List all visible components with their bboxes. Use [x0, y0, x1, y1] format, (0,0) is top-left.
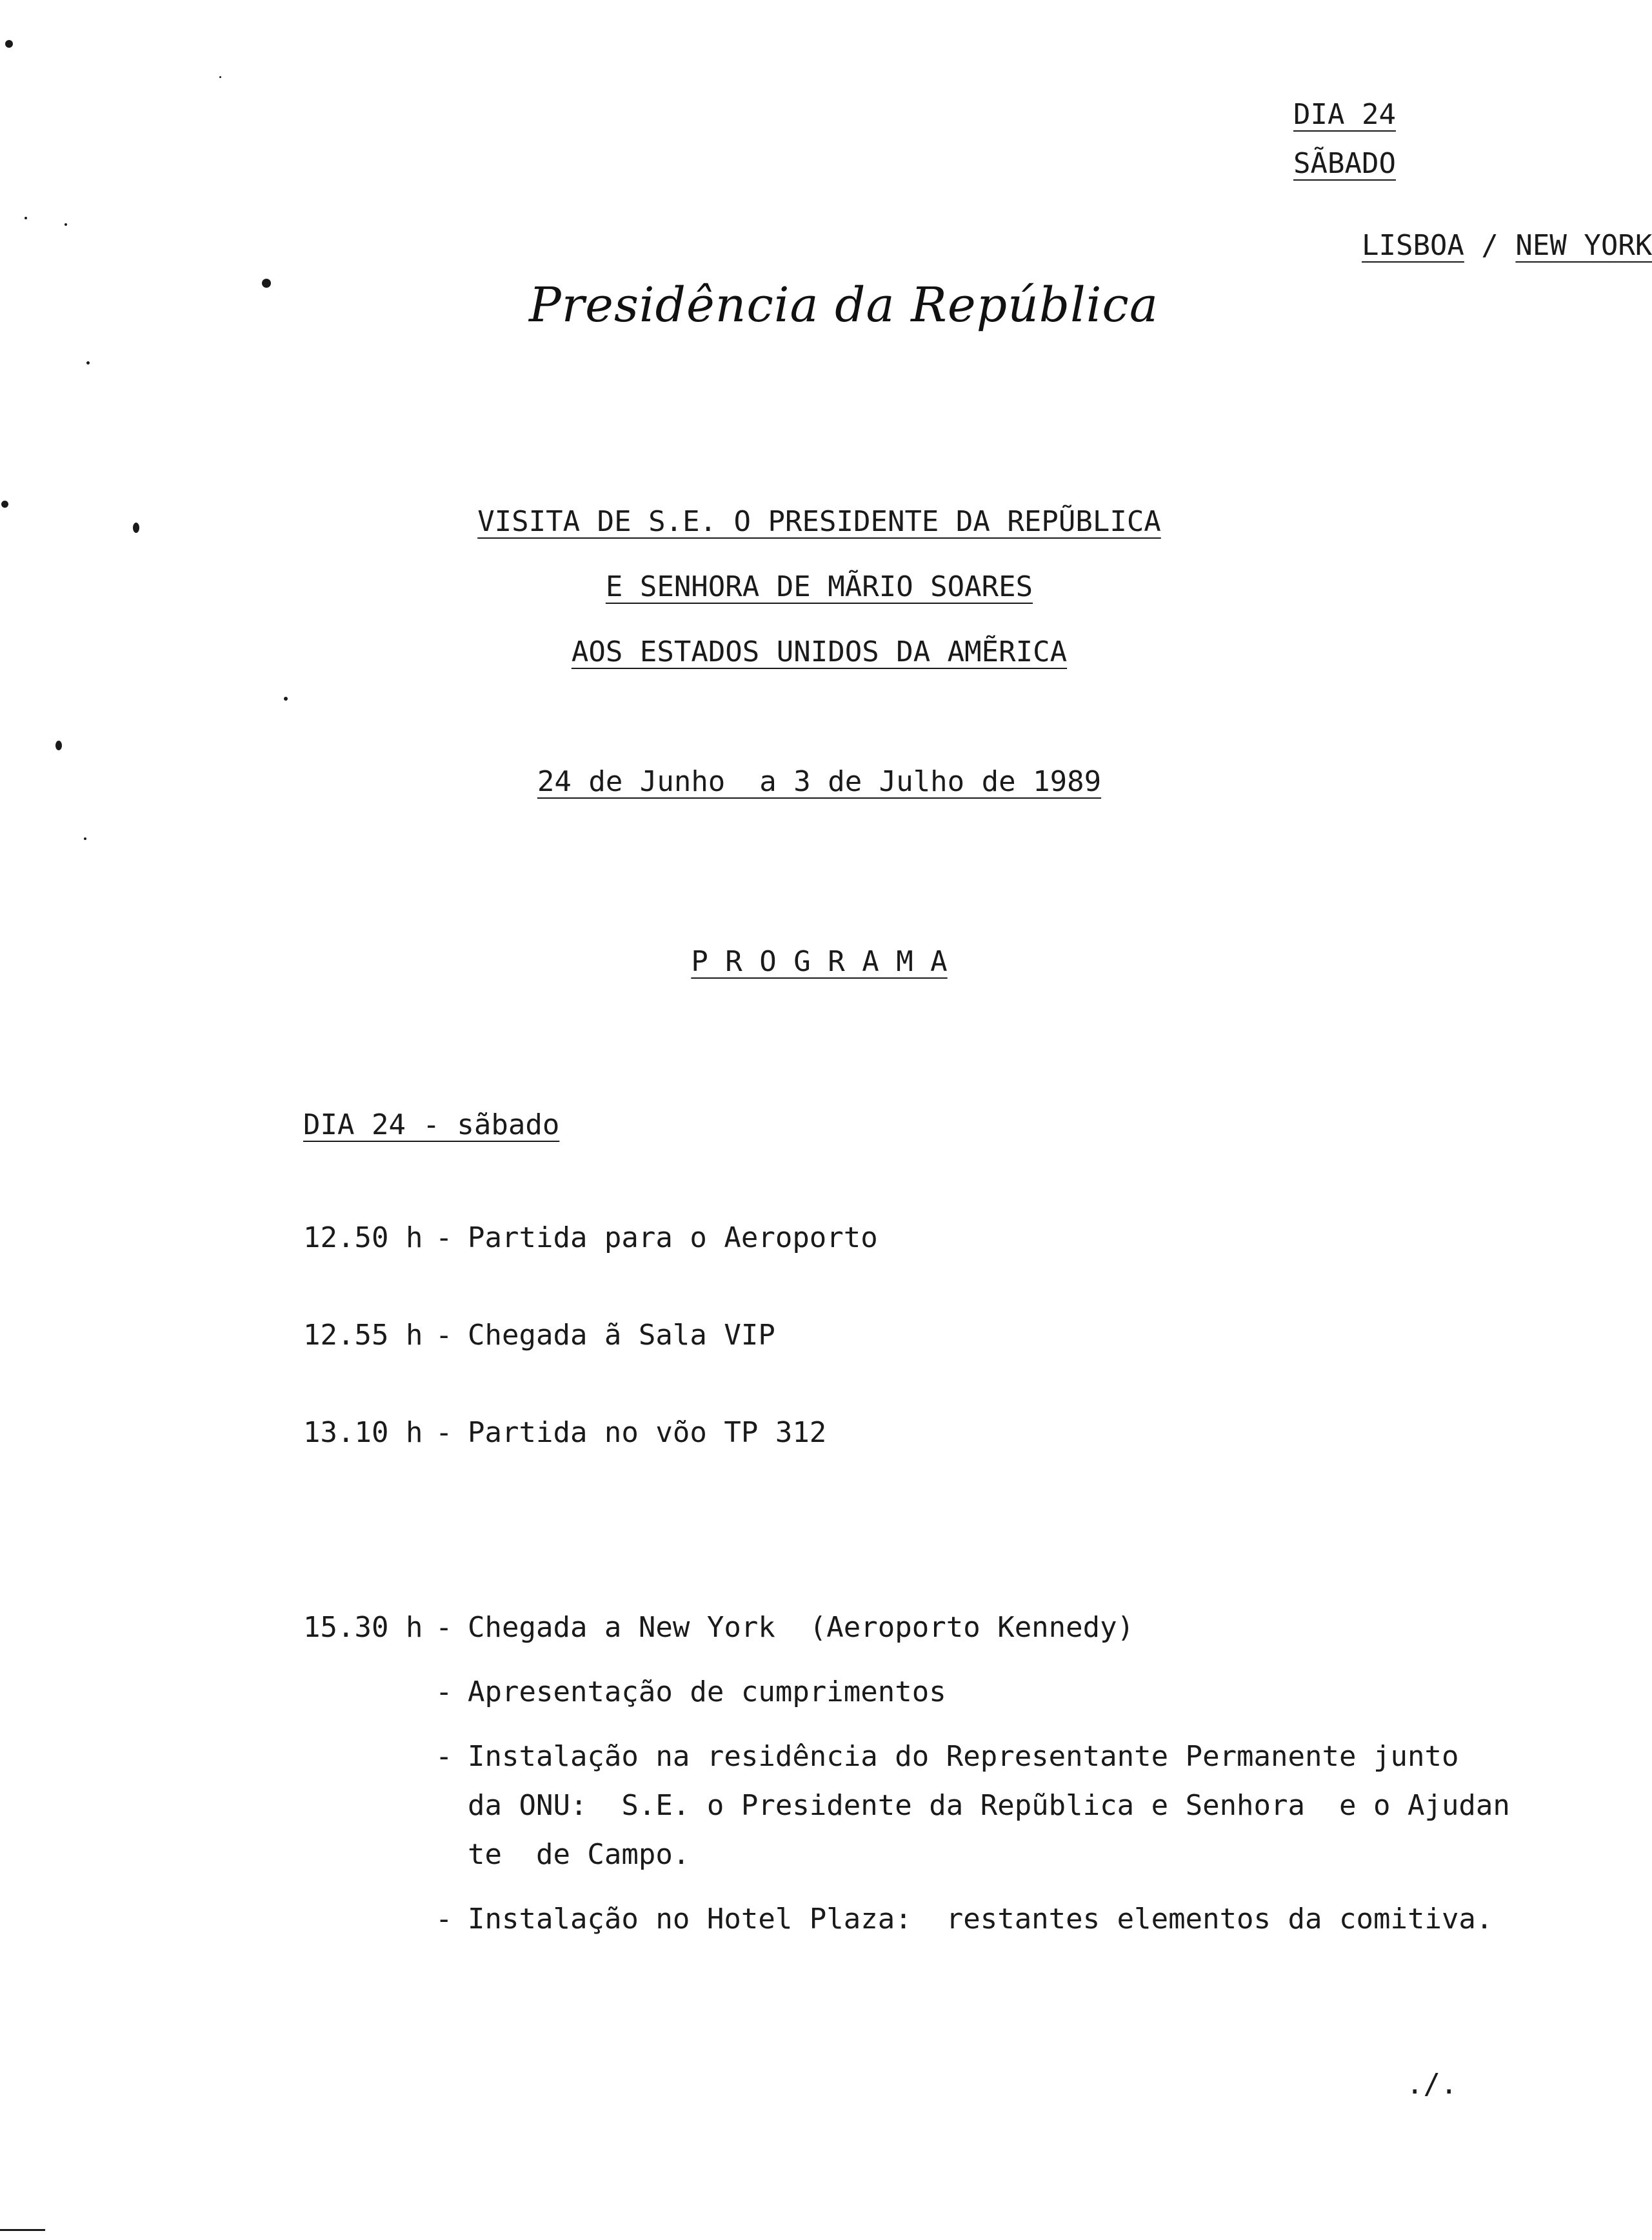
schedule-time: 12.50 h	[303, 1221, 423, 1254]
scan-speck	[55, 741, 62, 750]
scan-speck	[219, 76, 221, 78]
scan-speck	[0, 2229, 45, 2231]
sub-item-line: Instalação na residência do Representante Permanente junto	[468, 1740, 1459, 1773]
schedule-dash: -	[435, 1611, 453, 1644]
scan-speck	[25, 217, 27, 219]
sub-item-dash: -	[435, 1903, 453, 1935]
schedule-dash: -	[435, 1221, 453, 1254]
continuation-mark: ./.	[1406, 2068, 1458, 2101]
heading-line-3: AOS ESTADOS UNIDOS DA AMẼRICA	[571, 635, 1068, 668]
corner-day: DIA 24	[1293, 98, 1396, 131]
sub-item-dash: -	[435, 1675, 453, 1708]
sub-item-line: te de Campo.	[468, 1838, 690, 1871]
scan-speck	[86, 361, 90, 365]
sub-item-line: da ONU: S.E. o Presidente da Repũblica e Senhora e o Ajudan	[468, 1789, 1510, 1822]
route-origin: LISBOA	[1361, 229, 1464, 262]
schedule-dash: -	[435, 1416, 453, 1449]
heading-dates: 24 de Junho a 3 de Julho de 1989	[537, 765, 1102, 798]
schedule-time: 15.30 h	[303, 1611, 423, 1644]
scan-speck	[284, 697, 288, 701]
corner-route	[1293, 196, 1652, 295]
schedule-text: Partida no võo TP 312	[468, 1416, 827, 1449]
letterhead-presidencia: Presidência da República	[529, 277, 1159, 333]
schedule-text: Partida para o Aeroporto	[468, 1221, 878, 1254]
schedule-text: Chegada a New York (Aeroporto Kennedy)	[468, 1611, 1135, 1644]
scan-speck	[262, 279, 271, 288]
schedule-text: Chegada ã Sala VIP	[468, 1319, 775, 1352]
sub-item-dash: -	[435, 1740, 453, 1773]
scan-speck	[5, 40, 13, 48]
sub-item-line: Instalação no Hotel Plaza: restantes elementos da comitiva.	[468, 1903, 1493, 1935]
programa-title: P R O G R A M A	[691, 945, 948, 978]
corner-weekday: SÃBADO	[1293, 147, 1396, 180]
schedule-time: 12.55 h	[303, 1319, 423, 1352]
route-separator: /	[1464, 229, 1516, 262]
scan-speck	[84, 837, 86, 840]
route-destination: NEW YORK	[1515, 229, 1652, 262]
heading-line-2: E SENHORA DE MÃRIO SOARES	[605, 570, 1033, 603]
scan-speck	[65, 223, 67, 226]
day-header: DIA 24 - sãbado	[303, 1108, 560, 1141]
schedule-time: 13.10 h	[303, 1416, 423, 1449]
sub-item-line: Apresentação de cumprimentos	[468, 1675, 946, 1708]
schedule-dash: -	[435, 1319, 453, 1352]
heading-line-1: VISITA DE S.E. O PRESIDENTE DA REPŨBLICA	[477, 505, 1161, 538]
